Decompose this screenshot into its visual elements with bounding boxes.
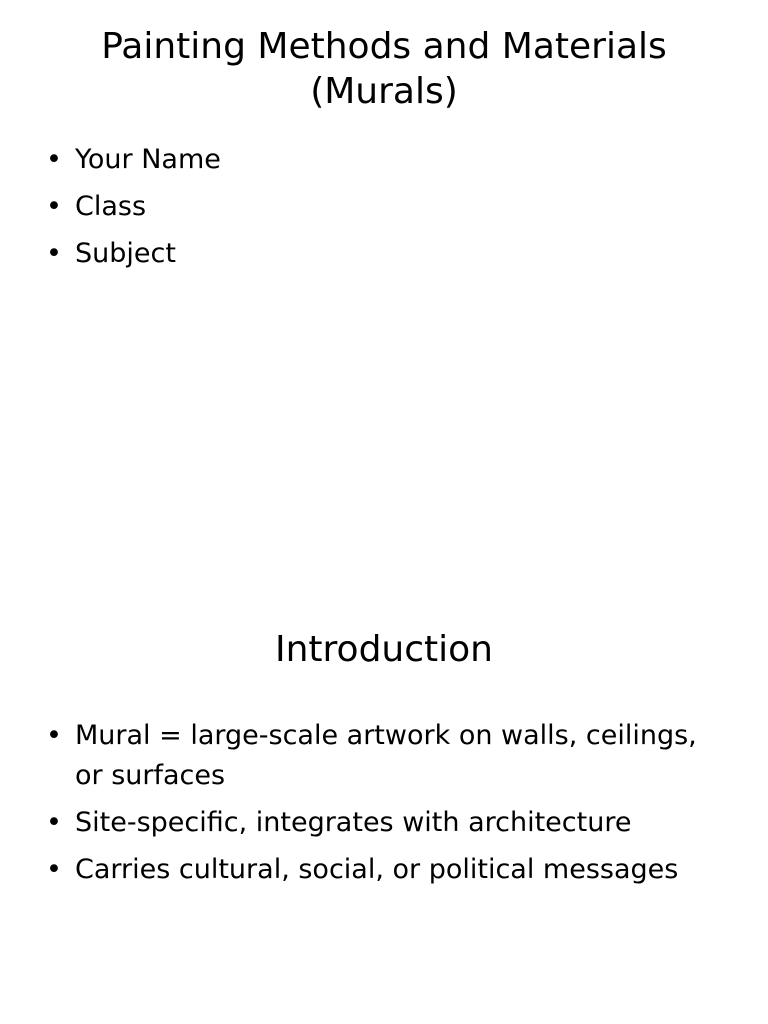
bullet-text: Class	[75, 191, 147, 222]
bullet-text: Mural = large-scale artwork on walls, ceilings, or surfaces	[75, 720, 697, 791]
bullet-dot-icon: •	[46, 191, 62, 222]
slide-title-heading: Painting Methods and Materials (Murals)	[101, 26, 667, 112]
slide-introduction-bullet-list	[46, 716, 726, 897]
slide-title-bullet-list	[46, 140, 726, 281]
bullet-item-mural-definition	[46, 716, 726, 796]
bullet-text: Carries cultural, social, or political messages	[75, 854, 679, 885]
slide-introduction	[0, 512, 768, 1024]
bullet-dot-icon: •	[46, 144, 62, 175]
bullet-text: Your Name	[75, 144, 221, 175]
bullet-item-messages	[46, 850, 726, 890]
slide-introduction-heading: Introduction	[274, 629, 493, 670]
bullet-item-site-specific	[46, 803, 726, 843]
bullet-item-your-name	[46, 140, 726, 180]
bullet-text: Subject	[75, 238, 176, 269]
bullet-dot-icon: •	[46, 720, 62, 751]
bullet-dot-icon: •	[46, 854, 62, 885]
bullet-dot-icon: •	[46, 238, 62, 269]
bullet-text: Site-specific, integrates with architecture	[75, 807, 632, 838]
bullet-item-subject	[46, 234, 726, 274]
bullet-dot-icon: •	[46, 807, 62, 838]
bullet-item-class	[46, 187, 726, 227]
